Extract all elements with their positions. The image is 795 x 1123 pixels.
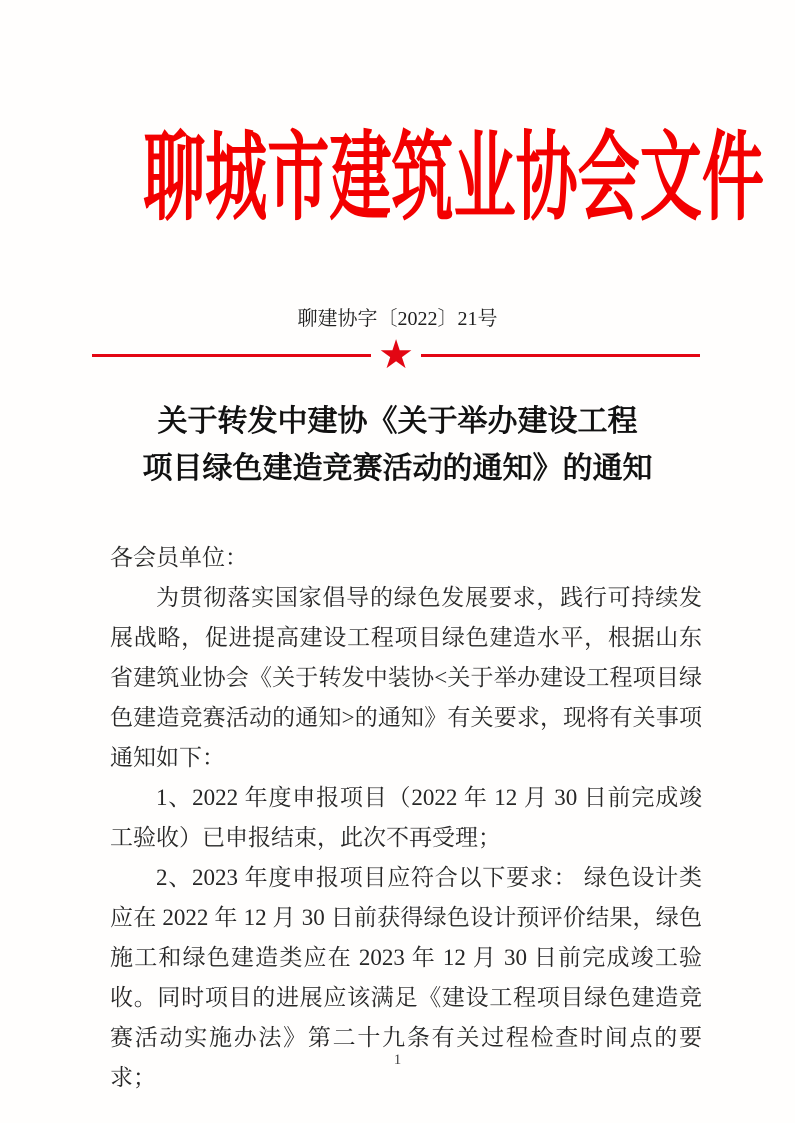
document-title-line2: 项目绿色建造竞赛活动的通知》的通知 <box>142 452 653 485</box>
document-title <box>0 398 795 492</box>
divider-line-left <box>92 354 371 357</box>
page-number: 1 <box>393 1052 402 1068</box>
star-icon: ★ <box>378 332 414 378</box>
letterhead-title: 聊城市建筑业协会文件 <box>143 125 764 232</box>
paragraph-intro: 为贯彻落实国家倡导的绿色发展要求，践行可持续发展战略，促进提高建设工程项目绿色建造水平，根据山东省建筑业协会《关于转发中装协<关于举办建设工程项目绿色建造竞赛活动的通知>的通知》有关要求，现将有关事项通知如下： <box>110 585 702 770</box>
paragraph-item-2: 2、2023 年度申报项目应符合以下要求： 绿色设计类应在 2022 年 12 月 30 日前获得绿色设计预评价结果，绿色施工和绿色建造类应在 2023 年 12 月 30 日前完成竣工验收。同时项目的进展应该满足《建设工程项目绿色建造竞赛活动实施办法》第二十九条有关过程检查时间点的要求； <box>110 865 702 1090</box>
document-title-line1: 关于转发中建协《关于举办建设工程 <box>157 405 638 438</box>
paragraph-item-1: 1、2022 年度申报项目（2022 年 12 月 30 日前完成竣工验收）已申报结束，此次不再受理； <box>110 785 702 850</box>
document-body <box>110 538 702 1098</box>
salutation: 各会员单位： <box>110 545 248 570</box>
divider-line-right <box>421 354 700 357</box>
red-divider <box>92 332 700 378</box>
document-number: 聊建协字〔2022〕21号 <box>297 308 498 330</box>
